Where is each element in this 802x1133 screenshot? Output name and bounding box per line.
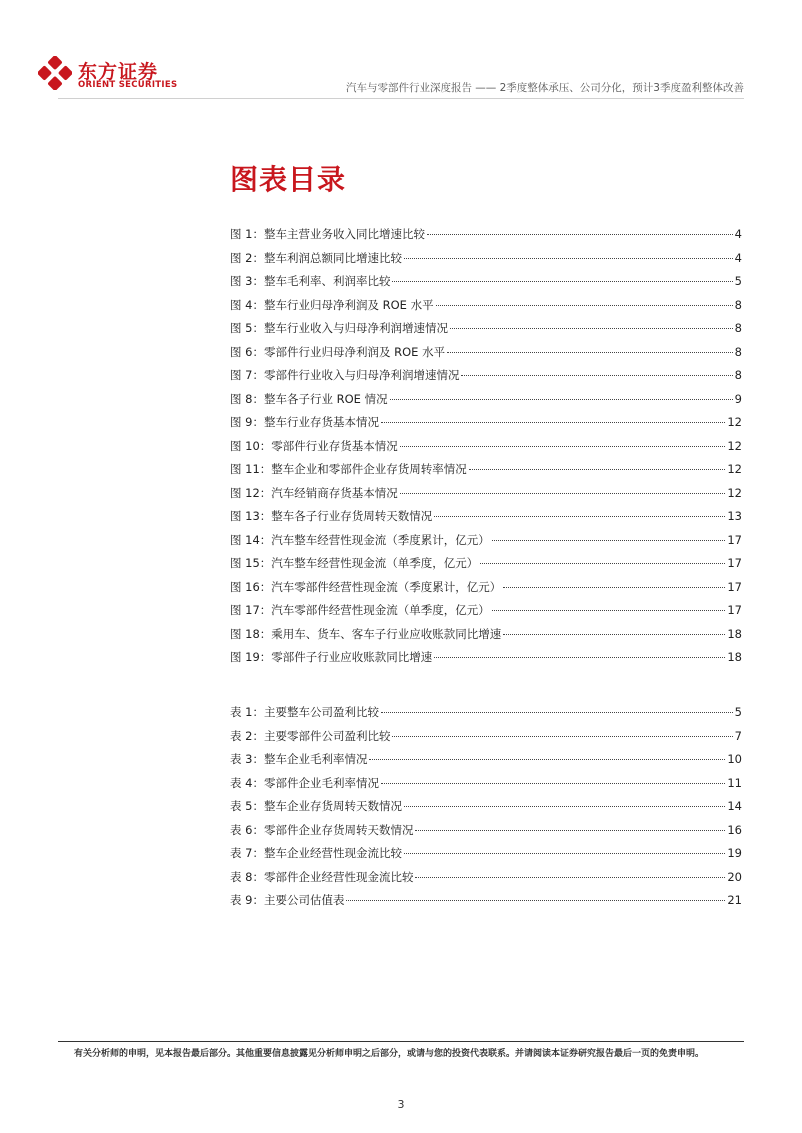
toc-entry-title: 汽车整车经营性现金流（季度累计，亿元） — [271, 532, 490, 547]
toc-entry-page: 18 — [727, 650, 742, 664]
toc-entry-number: 图 18： — [230, 626, 272, 641]
toc-entry-page: 12 — [727, 415, 742, 429]
toc-dot-leader — [392, 736, 732, 737]
toc-entry-page: 4 — [734, 227, 742, 241]
toc-figure-entry[interactable] — [230, 649, 742, 673]
toc-entry-title: 乘用车、货车、客车子行业应收账款同比增速 — [271, 626, 502, 641]
toc-dot-leader — [461, 375, 732, 376]
toc-dot-leader — [369, 759, 725, 760]
toc-table-entry[interactable] — [230, 775, 742, 799]
toc-entry-number: 表 3： — [230, 752, 264, 766]
toc-entry-title: 主要公司估值表 — [263, 893, 345, 907]
toc-entry-page: 8 — [734, 368, 742, 382]
toc-figure-entry[interactable] — [230, 367, 742, 391]
toc-entry-title: 零部件企业存货周转天数情况 — [263, 822, 414, 837]
toc-entry-number: 图 1： — [230, 227, 264, 241]
company-logo — [38, 56, 218, 96]
toc-entry-number: 图 2： — [230, 250, 264, 265]
toc-entry-title: 整车行业存货基本情况 — [263, 415, 379, 429]
toc-figure-entry[interactable] — [230, 297, 742, 321]
toc-entry-title: 汽车零部件经营性现金流（单季度，亿元） — [271, 603, 490, 617]
toc-entry-page: 16 — [727, 822, 742, 837]
toc-entry-number: 图 15： — [230, 556, 272, 570]
footer-divider — [58, 1041, 744, 1042]
toc-dot-leader — [480, 563, 725, 564]
toc-entry-page: 8 — [734, 344, 742, 359]
toc-entry-title: 整车行业收入与归母净利润增速情况 — [263, 321, 448, 335]
toc-entry-page: 12 — [727, 485, 742, 500]
toc-entry-title: 整车行业归母净利润及 ROE 水平 — [263, 297, 434, 312]
toc-entry-number: 表 4： — [230, 775, 264, 790]
toc-dot-leader — [404, 806, 725, 807]
toc-figure-entry[interactable] — [230, 414, 742, 438]
toc-dot-leader — [469, 469, 726, 470]
toc-entry-number: 表 1： — [230, 705, 264, 719]
toc-entry-title: 主要零部件公司盈利比较 — [263, 728, 391, 743]
toc-entry-title: 整车企业毛利率情况 — [263, 752, 368, 766]
toc-entry-page: 21 — [727, 893, 742, 907]
footer-disclaimer: 有关分析师的申明，见本报告最后部分。其他重要信息披露见分析师申明之后部分，或请与您的投资代表联系。并请阅读本证券研究报告最后一页的免责申明。 — [74, 1049, 705, 1059]
toc-entry-page: 19 — [727, 846, 742, 860]
toc-entry-number: 图 19： — [230, 650, 272, 664]
toc-table-entry[interactable] — [230, 728, 742, 752]
toc-entry-page: 17 — [727, 579, 742, 594]
toc-figure-entry[interactable] — [230, 579, 742, 603]
toc-figure-entry[interactable] — [230, 250, 742, 274]
toc-entry-page: 18 — [727, 626, 742, 641]
toc-dot-leader — [427, 234, 733, 235]
toc-entry-title: 主要整车公司盈利比较 — [263, 705, 379, 719]
toc-figure-entry[interactable] — [230, 344, 742, 368]
page-number: 3 — [397, 1098, 405, 1111]
toc-entry-page: 8 — [734, 297, 742, 312]
toc-dot-leader — [400, 446, 726, 447]
toc-figure-entry[interactable] — [230, 391, 742, 415]
toc-entry-number: 图 14： — [230, 532, 272, 547]
toc-figure-entry[interactable] — [230, 555, 742, 579]
toc-dot-leader — [447, 352, 733, 353]
toc-entry-number: 图 4： — [230, 297, 264, 312]
toc-figure-entry[interactable] — [230, 508, 742, 532]
toc-entry-title: 汽车零部件经营性现金流（季度累计，亿元） — [271, 579, 502, 594]
toc-entry-number: 图 17： — [230, 603, 272, 617]
toc-dot-leader — [434, 657, 725, 658]
toc-dot-leader — [415, 830, 725, 831]
toc-entry-number: 表 6： — [230, 822, 264, 837]
toc-table-entry[interactable] — [230, 869, 742, 893]
report-title: 汽车与零部件行业深度报告 —— 2季度整体承压、公司分化，预计3季度盈利整体改善 — [345, 82, 744, 94]
toc-entry-number: 图 5： — [230, 321, 264, 335]
toc-entry-number: 图 7： — [230, 368, 264, 382]
toc-entry-title: 零部件子行业应收账款同比增速 — [271, 650, 433, 664]
toc-table-entry[interactable] — [230, 845, 742, 869]
toc-entry-number: 图 9： — [230, 415, 264, 429]
table-list — [230, 704, 742, 916]
toc-entry-number: 图 3： — [230, 274, 264, 288]
toc-entry-page: 17 — [727, 603, 742, 617]
toc-dot-leader — [381, 422, 725, 423]
toc-entry-number: 图 6： — [230, 344, 264, 359]
toc-entry-number: 图 11： — [230, 462, 272, 476]
toc-entry-title: 整车企业和零部件企业存货周转率情况 — [271, 462, 467, 476]
toc-entry-number: 图 10： — [230, 438, 272, 453]
toc-entry-number: 图 16： — [230, 579, 272, 594]
toc-dot-leader — [404, 258, 733, 259]
toc-dot-leader — [436, 305, 733, 306]
toc-dot-leader — [415, 877, 725, 878]
toc-entry-number: 表 2： — [230, 728, 264, 743]
toc-entry-title: 零部件企业毛利率情况 — [263, 775, 379, 790]
toc-dot-leader — [381, 783, 725, 784]
toc-figure-entry[interactable] — [230, 602, 742, 626]
toc-entry-title: 整车各子行业 ROE 情况 — [263, 391, 388, 406]
toc-entry-page: 20 — [727, 869, 742, 884]
toc-entry-title: 整车利润总额同比增速比较 — [263, 250, 402, 265]
toc-entry-page: 5 — [734, 274, 742, 288]
page-title: 图表目录 — [230, 163, 347, 196]
toc-entry-page: 12 — [727, 462, 742, 476]
toc-entry-page: 17 — [727, 556, 742, 570]
toc-figure-entry[interactable] — [230, 532, 742, 556]
toc-entry-title: 零部件行业收入与归母净利润增速情况 — [263, 368, 460, 382]
toc-entry-title: 整车企业存货周转天数情况 — [263, 799, 402, 813]
figure-list — [230, 226, 742, 673]
toc-entry-page: 8 — [734, 321, 742, 335]
toc-dot-leader — [503, 634, 725, 635]
toc-dot-leader — [346, 900, 725, 901]
orient-securities-logo-icon — [38, 56, 72, 90]
toc-table-entry[interactable] — [230, 822, 742, 846]
toc-table-entry[interactable] — [230, 704, 742, 728]
toc-dot-leader — [381, 712, 733, 713]
toc-dot-leader — [392, 281, 732, 282]
toc-entry-page: 4 — [734, 250, 742, 265]
toc-entry-number: 图 13： — [230, 509, 272, 523]
toc-dot-leader — [503, 587, 725, 588]
toc-entry-title: 汽车整车经营性现金流（单季度，亿元） — [271, 556, 479, 570]
toc-entry-title: 整车各子行业存货周转天数情况 — [271, 509, 433, 523]
toc-dot-leader — [404, 853, 725, 854]
toc-figure-entry[interactable] — [230, 485, 742, 509]
toc-entry-page: 9 — [734, 391, 742, 406]
toc-entry-page: 14 — [727, 799, 742, 813]
toc-figure-entry[interactable] — [230, 461, 742, 485]
toc-dot-leader — [492, 610, 726, 611]
toc-entry-page: 13 — [727, 509, 742, 523]
toc-table-entry[interactable] — [230, 892, 742, 916]
toc-dot-leader — [450, 328, 733, 329]
toc-entry-number: 表 5： — [230, 799, 264, 813]
toc-figure-entry[interactable] — [230, 626, 742, 650]
toc-entry-number: 表 9： — [230, 893, 264, 907]
toc-entry-title: 整车企业经营性现金流比较 — [263, 846, 402, 860]
toc-entry-page: 11 — [727, 775, 742, 790]
toc-figure-entry[interactable] — [230, 273, 742, 297]
toc-dot-leader — [400, 493, 726, 494]
toc-figure-entry[interactable] — [230, 438, 742, 462]
toc-entry-page: 10 — [727, 752, 742, 766]
toc-entry-number: 表 7： — [230, 846, 264, 860]
toc-dot-leader — [390, 399, 733, 400]
toc-entry-title: 整车毛利率、利润率比较 — [263, 274, 391, 288]
toc-entry-title: 零部件企业经营性现金流比较 — [263, 869, 414, 884]
toc-table-entry[interactable] — [230, 751, 742, 775]
toc-entry-title: 零部件行业归母净利润及 ROE 水平 — [263, 344, 446, 359]
toc-dot-leader — [492, 540, 726, 541]
logo-english-name: ORIENT SECURITIES — [78, 80, 178, 90]
toc-entry-number: 表 8： — [230, 869, 264, 884]
toc-entry-title: 零部件行业存货基本情况 — [271, 438, 398, 453]
header-divider — [58, 98, 744, 99]
toc-entry-page: 17 — [727, 532, 742, 547]
toc-dot-leader — [434, 516, 725, 517]
toc-figure-entry[interactable] — [230, 320, 742, 344]
toc-entry-page: 12 — [727, 438, 742, 453]
toc-entry-title: 汽车经销商存货基本情况 — [271, 485, 398, 500]
toc-entry-page: 7 — [734, 728, 742, 743]
toc-entry-page: 5 — [734, 705, 742, 719]
logo-chinese-name: 东方证券 — [78, 61, 159, 83]
toc-entry-number: 图 12： — [230, 485, 272, 500]
toc-entry-number: 图 8： — [230, 391, 264, 406]
toc-table-entry[interactable] — [230, 798, 742, 822]
toc-figure-entry[interactable] — [230, 226, 742, 250]
toc-entry-title: 整车主营业务收入同比增速比较 — [263, 227, 425, 241]
